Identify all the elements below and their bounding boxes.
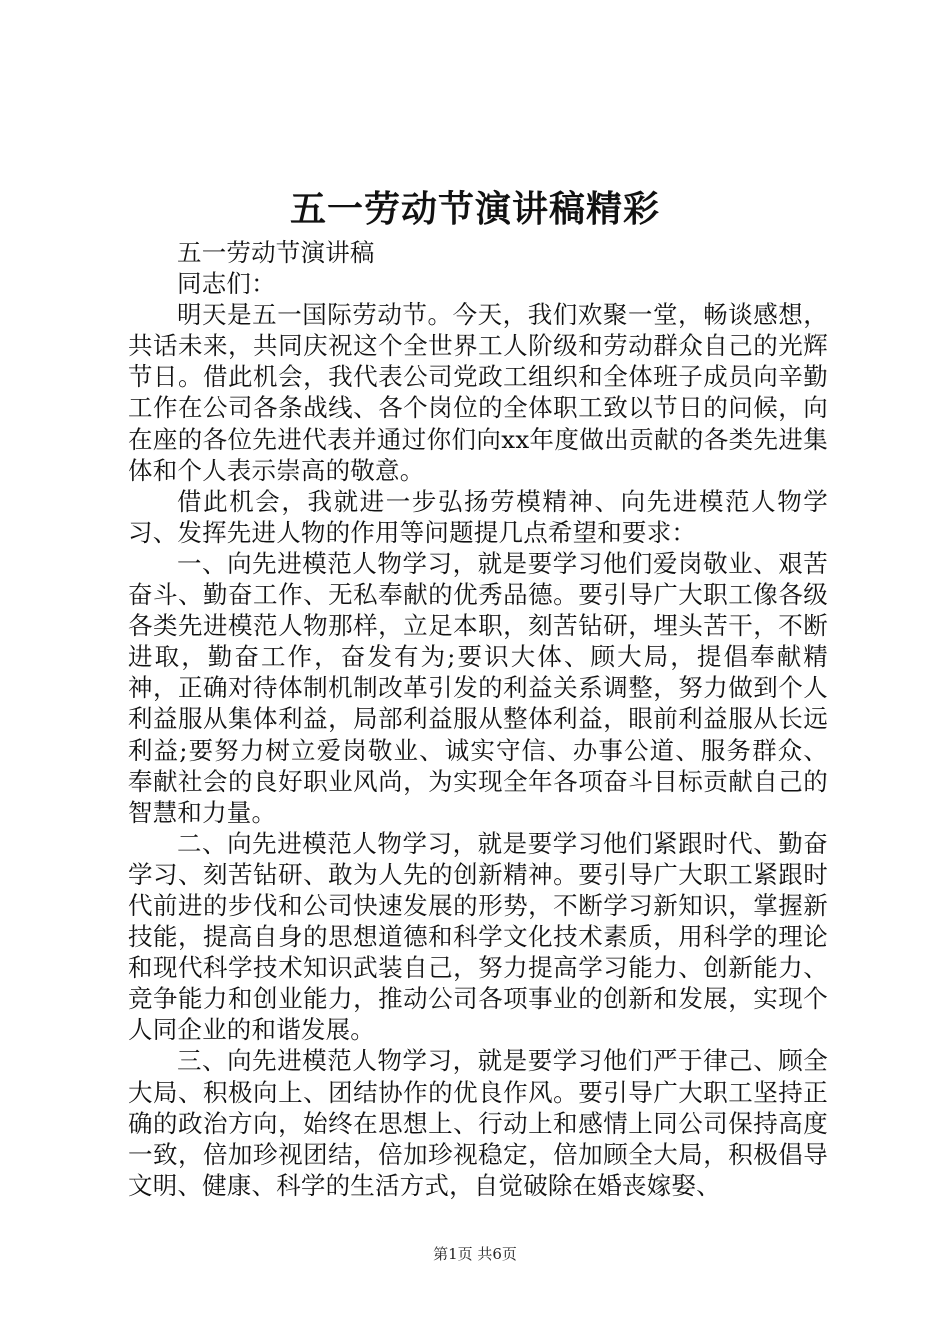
document-body bbox=[128, 237, 828, 1201]
page-footer: 第1页 共6页 bbox=[433, 1245, 517, 1263]
paragraph-salutation: 同志们： bbox=[177, 269, 276, 299]
paragraph-point-one: 一、向先进模范人物学习，就是要学习他们爱岗敬业、艰苦奋斗、勤奋工作、无私奉献的优秀品德。要引导广大职工像各级各类先进模范人物那样，立足本职，刻苦钻研，埋头苦干，不断进取，勤奋工作，奋发有为;要识大体、顾大局，提倡奉献精神，正确对待体制机制改革引发的利益关系调整，努力做到个人利益服从集体利益，局部利益服从整体利益，眼前利益服从长远利益;要努力树立爱岗敬业、诚实守信、办事公道、服务群众、奉献社会的良好职业风尚，为实现全年各项奋斗目标贡献自己的智慧和力量。 bbox=[128, 548, 828, 827]
paragraph-opening: 明天是五一国际劳动节。今天，我们欢聚一堂，畅谈感想，共话未来，共同庆祝这个全世界工人阶级和劳动群众自己的光辉节日。借此机会，我代表公司党政工组织和全体班子成员向辛勤工作在公司各条战线、各个岗位的全体职工致以节日的问候，向在座的各位先进代表并通过你们向xx年度做出贡献的各类先进集体和个人表示崇高的敬意。 bbox=[128, 300, 828, 485]
paragraph-point-three: 三、向先进模范人物学习，就是要学习他们严于律己、顾全大局、积极向上、团结协作的优良作风。要引导广大职工坚持正确的政治方向，始终在思想上、行动上和感情上同公司保持高度一致，倍加珍视团结，倍加珍视稳定，倍加顾全大局，积极倡导文明、健康、科学的生活方式，自觉破除在婚丧嫁娶、 bbox=[128, 1046, 828, 1200]
paragraph-intro-requirements: 借此机会，我就进一步弘扬劳模精神、向先进模范人物学习、发挥先进人物的作用等问题提几点希望和要求： bbox=[128, 486, 828, 547]
document-title: 五一劳动节演讲稿精彩 bbox=[289, 188, 660, 230]
paragraph-subtitle: 五一劳动节演讲稿 bbox=[177, 238, 375, 267]
paragraph-point-two: 二、向先进模范人物学习，就是要学习他们紧跟时代、勤奋学习、刻苦钻研、敢为人先的创新精神。要引导广大职工紧跟时代前进的步伐和公司快速发展的形势，不断学习新知识，掌握新技能，提高自身的思想道德和科学文化技术素质，用科学的理论和现代科学技术知识武装自己，努力提高学习能力、创新能力、竞争能力和创业能力，推动公司各项事业的创新和发展，实现个人同企业的和谐发展。 bbox=[128, 828, 828, 1045]
